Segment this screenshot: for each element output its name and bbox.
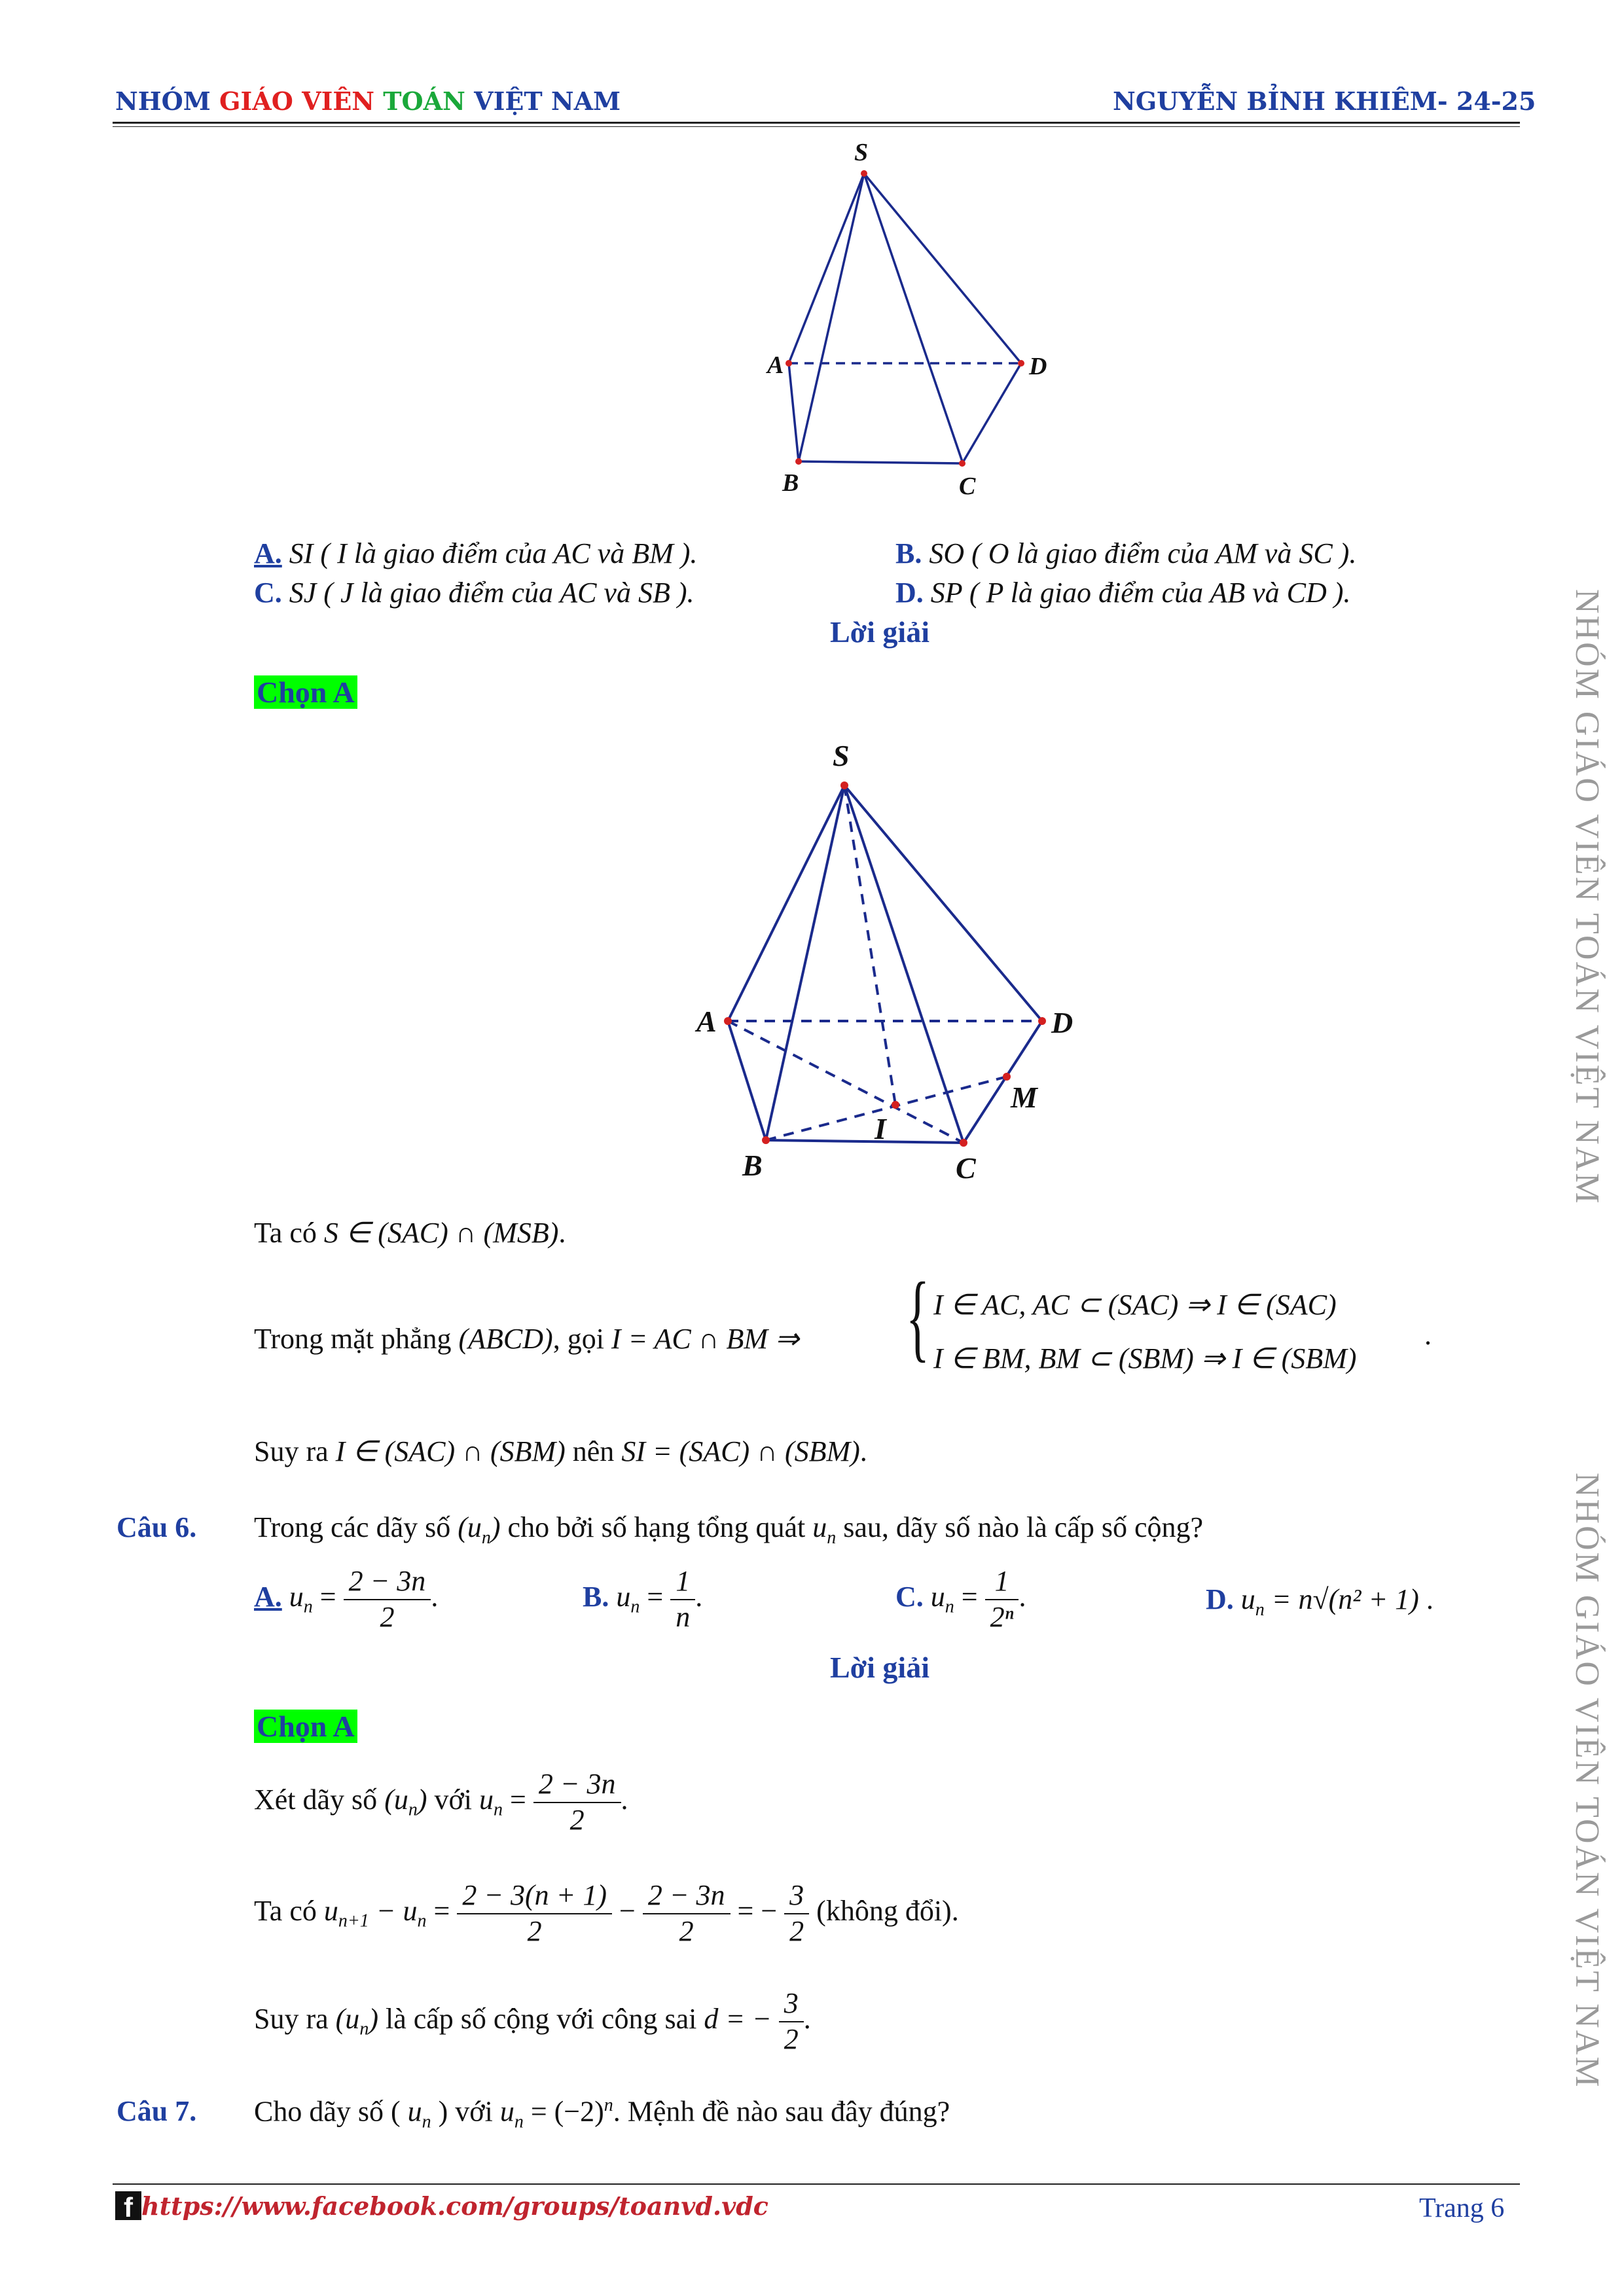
q6-b-sub: n: [630, 1596, 640, 1617]
q6-sol-l2-f2-den: 2: [679, 1914, 694, 1947]
q5-sol-line3: [254, 1435, 867, 1469]
q6-sol-l1-den: 2: [569, 1803, 585, 1836]
q6-sol-l2-f1-den: 2: [527, 1914, 542, 1947]
figure-pyramid-1: [707, 131, 1074, 511]
q5-d-text: SP ( P là giao điểm của AB và CD ).: [930, 577, 1351, 609]
q7-text-u-sub: n: [422, 2111, 431, 2132]
figure-pyramid-2: [668, 733, 1113, 1191]
header-right: NGUYỄN BỈNH KHIÊM- 24-25: [1113, 86, 1536, 116]
point-c: [959, 460, 965, 467]
q7-text-pre: Cho dãy số (: [254, 2095, 408, 2128]
q5-c-text: SJ ( J là giao điểm của AC và SB ).: [289, 577, 695, 609]
q6-choose: [254, 1708, 357, 1745]
point-a: [785, 360, 792, 367]
q6-text-post: sau, dãy số nào là cấp số cộng?: [836, 1511, 1204, 1543]
label-b: B: [782, 469, 799, 497]
edge-sa: [728, 785, 844, 1021]
q6-c-sub: n: [945, 1596, 954, 1617]
q6-a-letter: A.: [254, 1580, 282, 1613]
q6-sol-l3-sub: n: [359, 2018, 369, 2039]
q5-choose: [254, 674, 357, 711]
edge-si-hidden: [844, 785, 895, 1105]
edge-sd: [864, 173, 1021, 363]
footer-page: Trang 6: [1419, 2193, 1505, 2223]
q7-text-expr: u: [499, 2095, 514, 2128]
q6-sol-l1-math1b: ): [417, 1783, 427, 1816]
edge-sd: [844, 785, 1042, 1021]
q5-a-text: SI ( I là giao điểm của AC và BM ).: [289, 537, 698, 569]
edge-cd: [962, 363, 1021, 463]
q6-sol-line2: Ta có $u_{n+1} - u_n$ = $\frac{2 - 3(n + 1)}{2}$ − $\frac{2 - 3n}{2}$ = − $\frac{3}{2}$ (không đổi).: [254, 1878, 959, 1949]
q6-text-math2: u: [812, 1511, 827, 1543]
q5-b-text: SO ( O là giao điểm của AM và SC ).: [929, 537, 1357, 569]
q7-text-exp: n: [604, 2095, 613, 2115]
edge-ab: [789, 363, 799, 461]
label-a: A: [767, 351, 784, 379]
label-a: A: [696, 1005, 717, 1038]
q6-a-lhs: u: [289, 1580, 304, 1613]
q6-d-letter: D.: [1206, 1583, 1234, 1615]
label-i: I: [875, 1112, 886, 1145]
q5-sol-l3-mid: nên: [565, 1435, 622, 1467]
q6-text-sub2: n: [827, 1527, 837, 1548]
q6-d-sub: n: [1255, 1599, 1265, 1620]
point-a: [724, 1017, 732, 1025]
q7-text-expr2: = (−2): [523, 2095, 604, 2128]
q5-sol-l3-math1: I ∈ (SAC) ∩ (SBM): [335, 1435, 566, 1467]
q6-sol-l3-frac: [779, 1986, 804, 2057]
q5-sol-l3-post: .: [859, 1435, 867, 1467]
q6-c-num: 1: [985, 1564, 1019, 1600]
q6-a-frac: [344, 1564, 431, 1635]
q5-sol-line1: [254, 1216, 566, 1251]
q5-sol-line2: [254, 1322, 799, 1357]
point-s: [840, 781, 848, 789]
point-c: [960, 1139, 967, 1147]
label-s: S: [854, 139, 869, 166]
q7-text-expr-sub: n: [514, 2111, 524, 2132]
q6-sol-l1-lhs: u: [479, 1783, 494, 1816]
point-s: [861, 170, 867, 177]
q6-sol-l2-pre: Ta có: [254, 1894, 324, 1927]
q5-sol-sys-line1: I ∈ AC, AC ⊂ (SAC) ⇒ I ∈ (SAC): [933, 1289, 1337, 1321]
q5-option-d[interactable]: [895, 576, 1350, 611]
q7-text: [254, 2094, 950, 2133]
q6-sol-l2-sub1: n+1: [338, 1910, 369, 1931]
q6-c-lhs: u: [930, 1580, 945, 1613]
edge-sc: [864, 173, 962, 461]
header-rule-thin: [113, 126, 1520, 127]
q6-sol-l2-f3-num: 3: [784, 1878, 809, 1914]
footer-url: https://www.facebook.com/groups/toanvd.vdc: [141, 2191, 768, 2221]
q5-sol-l2-math1: (ABCD): [458, 1323, 553, 1355]
q7-label: Câu 7.: [117, 2095, 197, 2127]
q6-text-pre: Trong các dãy số: [254, 1511, 458, 1543]
q6-sol-l2-f3-den: 2: [789, 1914, 804, 1947]
point-d: [1018, 360, 1024, 367]
q6-text: [254, 1511, 1203, 1549]
footer-link[interactable]: [115, 2191, 768, 2221]
q6-b-den: n: [676, 1600, 691, 1633]
q6-sol-l3-num: 3: [779, 1986, 804, 2022]
q6-sol-l2-minus: − u: [369, 1894, 418, 1927]
q6-a-den: 2: [380, 1600, 395, 1633]
edge-sb: [799, 173, 864, 461]
q6-sol-l3-mathb: ): [369, 2002, 378, 2035]
q6-sol-l3-math: (u: [335, 2002, 360, 2035]
facebook-icon: f: [115, 2191, 141, 2220]
label-b: B: [742, 1149, 763, 1182]
q6-sol-l1-sub1: n: [408, 1799, 418, 1820]
q5-option-b[interactable]: [895, 537, 1356, 571]
q6-solution-heading: Lời giải: [830, 1651, 929, 1684]
q6-c-den: 2ⁿ: [990, 1600, 1014, 1633]
q5-option-c[interactable]: [254, 576, 695, 611]
label-d: D: [1051, 1006, 1074, 1039]
point-b: [762, 1136, 770, 1144]
q7-text-post: . Mệnh đề nào sau đây đúng?: [613, 2095, 950, 2128]
q7-stem: [117, 2094, 196, 2129]
q6-b-frac: [670, 1564, 695, 1635]
q5-sol-l2-math2: I = AC ∩ BM ⇒: [611, 1323, 799, 1355]
q6-a-sub: n: [303, 1596, 313, 1617]
q6-sol-l2-sub2: n: [417, 1910, 427, 1931]
label-s: S: [833, 739, 850, 772]
label-m: M: [1011, 1081, 1038, 1114]
q5-sol-l2-mid: , gọi: [552, 1323, 611, 1355]
q6-sol-l2-f1-num: 2 − 3(n + 1): [457, 1878, 612, 1914]
q6-text-mid: cho bởi số hạng tổng quát: [500, 1511, 813, 1543]
q5-sol-brace: {: [906, 1263, 929, 1371]
label-c: C: [959, 473, 976, 500]
q6-sol-l3-mid: là cấp số cộng với công sai: [378, 2002, 704, 2035]
q6-sol-l2-frac3: [784, 1878, 809, 1949]
q6-text-sub1: n: [481, 1527, 491, 1548]
q5-sol-l2-pre: Trong mặt phẳng: [254, 1323, 459, 1355]
q5-solution-heading: Lời giải: [830, 615, 929, 649]
q5-c-letter: C.: [254, 577, 282, 609]
q5-sol-l3-pre: Suy ra: [254, 1435, 336, 1467]
q7-text-u: u: [407, 2095, 422, 2128]
q6-option-d[interactable]: D. $u_n = n√(n^2 + 1)$ .: [1206, 1583, 1434, 1620]
q6-c-frac: [985, 1564, 1019, 1635]
q5-choose-label: Chọn A: [254, 675, 357, 709]
q6-c-letter: C.: [895, 1580, 924, 1613]
q6-choose-label: Chọn A: [254, 1710, 357, 1743]
q5-option-a[interactable]: [254, 537, 697, 571]
side-watermark-1: NHÓM GIÁO VIÊN TOÁN VIỆT NAM: [1568, 589, 1606, 1206]
point-m: [1003, 1073, 1011, 1081]
q6-sol-l2-lhs: u: [323, 1894, 338, 1927]
header-left: [115, 86, 621, 116]
q6-sol-l3-d: d = −: [704, 2002, 772, 2035]
q6-sol-l1-mid: với: [427, 1783, 479, 1816]
q5-sol-l1-pre: Ta có: [254, 1217, 324, 1249]
q6-text-math1: (u: [458, 1511, 482, 1543]
q6-d-lhs: u: [1240, 1583, 1255, 1615]
label-d: D: [1029, 353, 1047, 380]
q6-sol-l2-frac2: [643, 1878, 731, 1949]
q5-sol-sys-line2: I ∈ BM, BM ⊂ (SBM) ⇒ I ∈ (SBM): [933, 1342, 1357, 1374]
q6-option-a[interactable]: A. $u_n$ = $\frac{2 - 3n}{2}$ .: [254, 1564, 438, 1635]
q6-text-math1b: ): [490, 1511, 501, 1543]
q5-sol-l1-post: .: [558, 1217, 566, 1249]
label-c: C: [956, 1151, 976, 1185]
header-vietnam: VIỆT NAM: [474, 86, 621, 116]
q6-option-b[interactable]: B. $u_n$ = $\frac{1}{n}$ .: [583, 1564, 702, 1635]
q6-b-letter: B.: [583, 1580, 609, 1613]
q5-d-letter: D.: [895, 577, 924, 609]
q6-d-rhs: = n√(n² + 1): [1264, 1583, 1419, 1615]
q5-a-letter: A.: [254, 537, 282, 569]
q5-b-letter: B.: [895, 537, 922, 569]
q6-sol-l1-math1: (u: [384, 1783, 408, 1816]
q6-b-num: 1: [670, 1564, 695, 1600]
header-nhom: NHÓM: [115, 86, 220, 116]
point-i: [892, 1101, 899, 1109]
q6-sol-l1-num: 2 − 3n: [533, 1767, 621, 1803]
header-toan: TOÁN: [383, 86, 475, 116]
q5-sol-sys-period: .: [1424, 1319, 1432, 1351]
q6-sol-l2-frac1: [457, 1878, 612, 1949]
side-watermark-2: NHÓM GIÁO VIÊN TOÁN VIỆT NAM: [1568, 1473, 1606, 2089]
q6-sol-line1: Xét dãy số $(u_n)$ với $u_n$ = $\frac{2 - 3n}{2}$ .: [254, 1767, 628, 1838]
q6-sol-l1-sub2: n: [494, 1799, 503, 1820]
q6-a-num: 2 − 3n: [344, 1564, 431, 1600]
q6-label: Câu 6.: [117, 1511, 197, 1543]
q6-sol-l3-pre: Suy ra: [254, 2002, 336, 2035]
header-giaovien: GIÁO VIÊN: [219, 86, 384, 116]
q5-sol-l1-math: S ∈ (SAC) ∩ (MSB): [323, 1217, 559, 1249]
edge-sb: [766, 785, 844, 1140]
q5-sol-l3-math2: SI = (SAC) ∩ (SBM): [621, 1435, 860, 1467]
header-rule: [113, 122, 1520, 124]
q6-sol-line3: Suy ra $(u_n)$ là cấp số cộng với công sai d = − $\frac{3}{2}$ .: [254, 1986, 811, 2057]
q6-sol-l1-pre: Xét dãy số: [254, 1783, 385, 1816]
q6-stem: [117, 1511, 196, 1545]
q6-sol-l2-f2-num: 2 − 3n: [643, 1878, 731, 1914]
edge-bc: [766, 1140, 964, 1143]
footer-rule: [113, 2183, 1520, 2185]
q6-sol-l2-post: (không đổi).: [809, 1894, 959, 1927]
q6-b-lhs: u: [616, 1580, 631, 1613]
q6-sol-l1-frac: [533, 1767, 621, 1838]
edge-bc: [799, 461, 962, 463]
q6-sol-l3-den: 2: [784, 2022, 799, 2055]
q7-text-mid: ) với: [431, 2095, 500, 2128]
point-d: [1038, 1017, 1046, 1025]
point-b: [795, 458, 802, 465]
q6-option-c[interactable]: C. $u_n$ = $\frac{1}{\text{2ⁿ}}$ .: [895, 1564, 1026, 1635]
